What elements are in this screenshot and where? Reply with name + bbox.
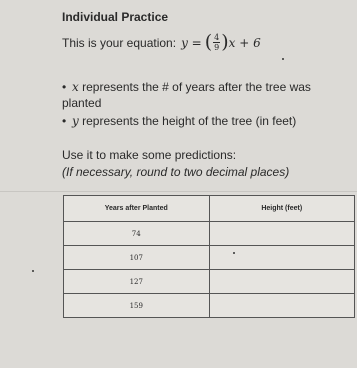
pen-mark bbox=[32, 270, 34, 272]
equation-prefix: This is your equation: bbox=[62, 35, 177, 50]
predictions-instruction: Use it to make some predictions: bbox=[62, 148, 237, 162]
table-row bbox=[64, 222, 355, 246]
equation-lhs: y = bbox=[181, 35, 202, 50]
equation-line: This is your equation: y = ( $\frac{4}{9}$ ) x + 6 bbox=[62, 31, 261, 53]
years-cell: 74 bbox=[64, 222, 210, 246]
years-cell: 127 bbox=[64, 270, 210, 294]
bullet-x-text: represents the # of years after the tree was planted bbox=[62, 80, 311, 110]
height-cell[interactable] bbox=[209, 222, 355, 246]
height-cell[interactable] bbox=[209, 246, 355, 270]
divider bbox=[0, 191, 357, 192]
height-cell[interactable] bbox=[209, 270, 355, 294]
fraction-numerator: 4 bbox=[214, 33, 220, 42]
pen-mark bbox=[282, 58, 284, 60]
table-row bbox=[64, 246, 355, 270]
height-cell[interactable] bbox=[209, 294, 355, 318]
height-header: Height (feet) bbox=[209, 196, 355, 222]
bullet-y-text: represents the height of the tree (in feet) bbox=[82, 114, 297, 128]
years-header: Years after Planted bbox=[64, 196, 210, 222]
bullet-y-var: y bbox=[72, 114, 79, 128]
predictions-table bbox=[63, 195, 355, 318]
equation-fraction bbox=[213, 33, 220, 52]
years-cell: 159 bbox=[64, 294, 210, 318]
bullet-y: • y represents the height of the tree (in feet) bbox=[62, 114, 297, 128]
bullet-x: • x represents the # of years after the tree was planted bbox=[62, 80, 311, 110]
fraction-denominator: 9 bbox=[214, 43, 220, 52]
bullet-x-var: x bbox=[72, 80, 79, 94]
table-row bbox=[64, 270, 355, 294]
table-row bbox=[64, 294, 355, 318]
page-title: Individual Practice bbox=[62, 10, 169, 24]
equation-rhs: x + 6 bbox=[228, 35, 261, 50]
rounding-note: (If necessary, round to two decimal places) bbox=[62, 165, 290, 179]
pen-mark bbox=[233, 252, 235, 254]
years-cell: 107 bbox=[64, 246, 210, 270]
